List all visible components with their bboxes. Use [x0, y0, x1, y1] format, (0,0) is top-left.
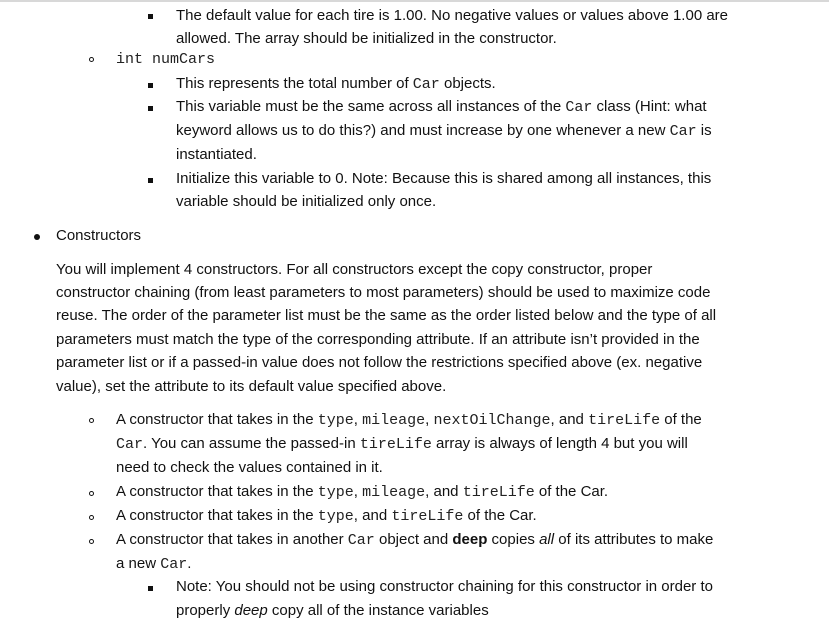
hollow-circle-bullet-icon — [89, 515, 94, 520]
constructor-4-line-2: a new Car. — [116, 555, 192, 573]
constructors-paragraph-line-2: constructor chaining (from least parameters to most parameters) should be used to maximize code — [56, 284, 711, 301]
note-line-1: Note: You should not be using constructor chaining for this constructor in order to — [176, 578, 713, 595]
hollow-circle-bullet-icon — [89, 491, 94, 496]
numcars-bullet-2-line-2: keyword allows us to do this?) and must increase by one whenever a new Car is — [176, 122, 712, 140]
constructor-4-line-1: A constructor that takes in another Car object and deep copies all of its attributes to make — [116, 531, 714, 549]
constructor-1-line-1: A constructor that takes in the type, mileage, nextOilChange, and tireLife of the — [116, 411, 702, 429]
square-bullet-icon — [148, 178, 153, 183]
constructors-paragraph-line-1: You will implement 4 constructors. For all constructors except the copy constructor, proper — [56, 261, 653, 278]
constructors-paragraph-line-6: value), set the attribute to its default value specified above. — [56, 378, 447, 395]
bullet-dot-icon — [34, 234, 40, 240]
constructors-paragraph-line-3: reuse. The order of the parameter list must be the same as the order listed below and the type of all — [56, 307, 717, 324]
constructors-paragraph-line-4: parameters must match the type of the corresponding attribute. If an attribute isn’t provided in the — [56, 331, 700, 348]
square-bullet-icon — [148, 83, 153, 88]
numcars-bullet-3-line-2: variable should be initialized only once. — [176, 193, 437, 210]
hollow-circle-bullet-icon — [89, 539, 94, 544]
square-bullet-icon — [148, 14, 153, 19]
square-bullet-icon — [148, 586, 153, 591]
numcars-bullet-3-line-1: Initialize this variable to 0. Note: Because this is shared among all instances, this — [176, 170, 712, 187]
constructor-1-line-3: need to check the values contained in it. — [116, 459, 383, 476]
tire-default-line-1: The default value for each tire is 1.00. No negative values or values above 1.00 are — [176, 7, 729, 24]
constructor-2: A constructor that takes in the type, mileage, and tireLife of the Car. — [116, 483, 609, 501]
note-line-2: properly deep copy all of the instance variables — [176, 602, 489, 619]
numcars-bullet-2-line-3: instantiated. — [176, 146, 257, 163]
tire-default-line-2: allowed. The array should be initialized in the constructor. — [176, 30, 557, 47]
hollow-circle-bullet-icon — [89, 418, 94, 423]
constructors-heading: Constructors — [56, 227, 142, 244]
constructor-1-line-2: Car. You can assume the passed-in tireLife array is always of length 4 but you will — [116, 435, 688, 453]
top-rule — [0, 0, 829, 2]
constructor-3: A constructor that takes in the type, and tireLife of the Car. — [116, 507, 537, 525]
square-bullet-icon — [148, 106, 153, 111]
hollow-circle-bullet-icon — [89, 57, 94, 62]
numcars-bullet-2-line-1: This variable must be the same across all instances of the Car class (Hint: what — [176, 98, 707, 116]
numcars-bullet-1: This represents the total number of Car objects. — [176, 75, 496, 93]
numcars-declaration: int numCars — [116, 51, 216, 68]
constructors-paragraph-line-5: parameter list or if a passed-in value does not follow the restrictions specified above (ex. negative — [56, 354, 703, 371]
